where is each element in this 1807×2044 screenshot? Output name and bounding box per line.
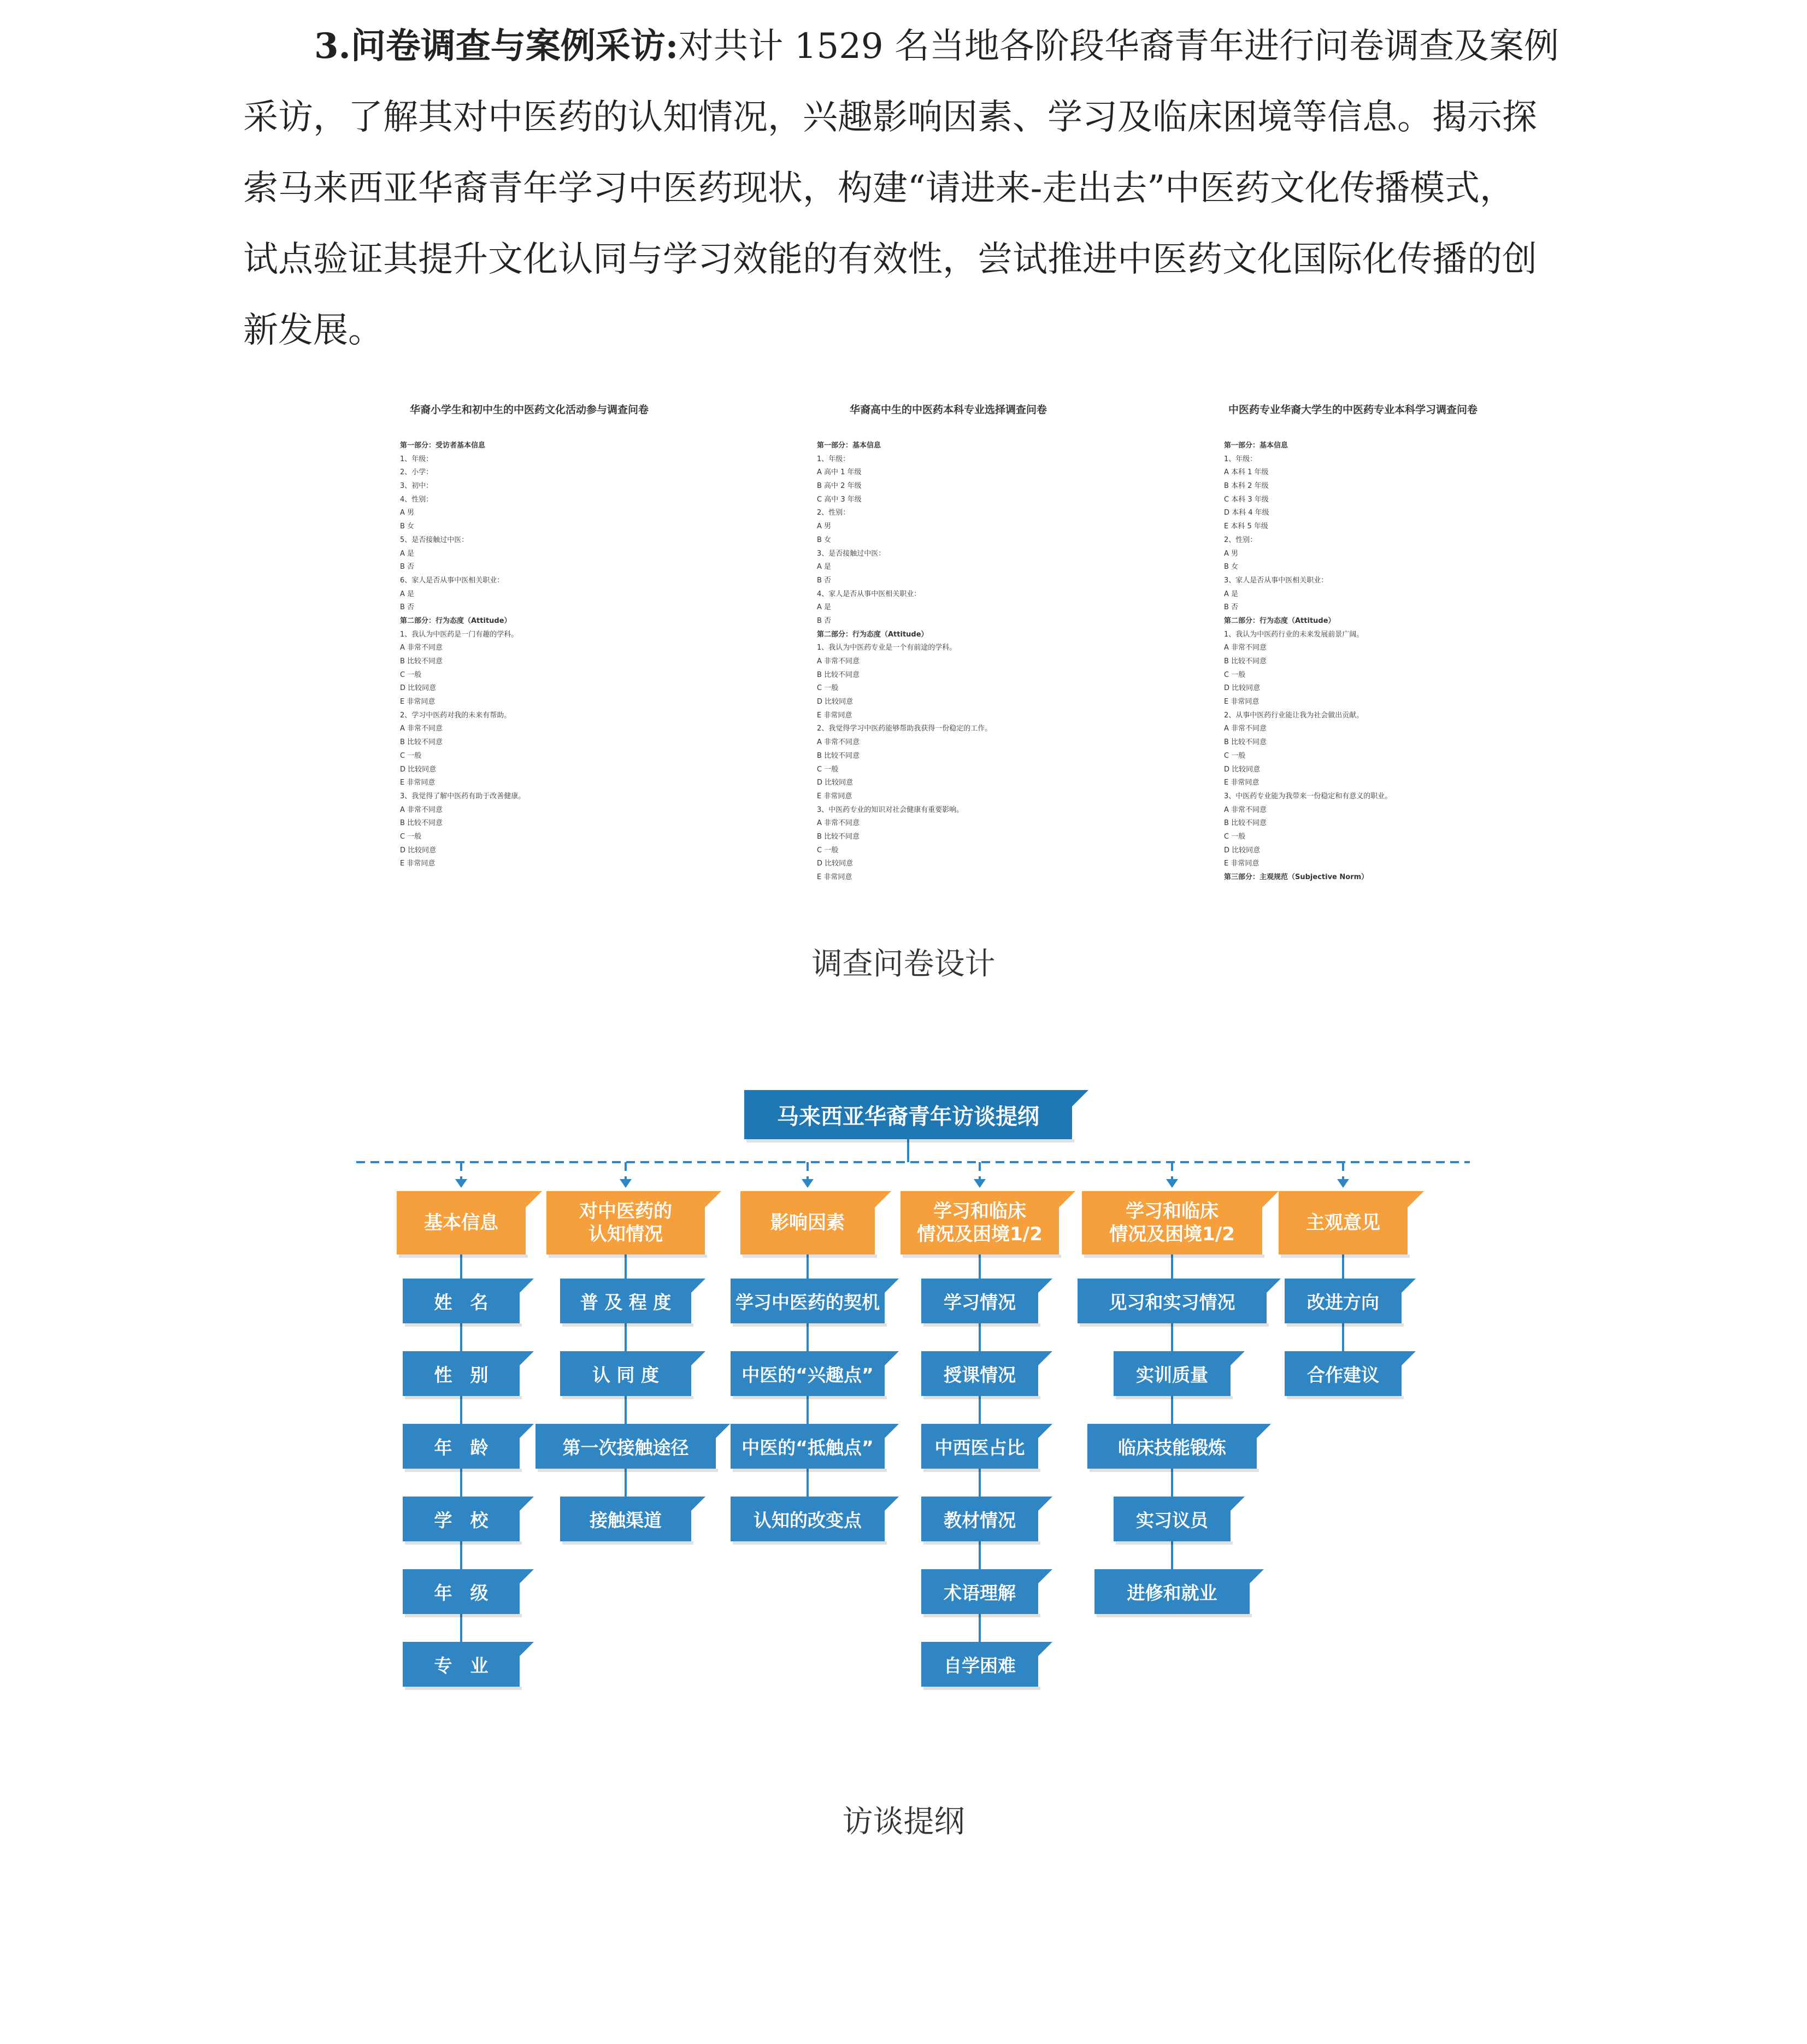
outline-item-box-label: 授课情况 (944, 1364, 1016, 1386)
outline-item-box (403, 1351, 520, 1396)
questionnaire-items (1224, 439, 1574, 885)
outline-item-box-label: 术语理解 (944, 1582, 1016, 1604)
questionnaire-item: 1、我认为中医药是一门有趣的学科。 (400, 630, 519, 639)
questionnaire-item: A 非常不同意 (817, 657, 860, 665)
outline-item-box-label: 第一次接触途径 (562, 1436, 689, 1458)
category-box (546, 1191, 705, 1254)
intro-line-5: 新发展。 (243, 310, 383, 351)
outline-item-box (1285, 1351, 1402, 1396)
outline-item-box (921, 1497, 1038, 1541)
questionnaire-item: 1、我认为中医药专业是一个有前途的学科。 (817, 644, 957, 652)
fold-corner-icon (1250, 1569, 1264, 1583)
fold-corner-icon (526, 1191, 542, 1207)
questionnaire-item: B 女 (1224, 563, 1239, 572)
outline-item-box (731, 1279, 885, 1323)
outline-item-box-label: 性 别 (434, 1364, 488, 1386)
outline-item-box-label: 合作建议 (1307, 1364, 1379, 1386)
questionnaire-item: A 是 (400, 590, 415, 598)
questionnaire-primary-middle (400, 402, 750, 871)
fold-corner-icon (1038, 1569, 1052, 1583)
questionnaire-item: E 非常同意 (400, 698, 435, 706)
box-shadow (1116, 1541, 1233, 1545)
outline-item-box (1094, 1569, 1250, 1614)
outline-item-box-label: 年 龄 (434, 1436, 488, 1458)
fold-corner-icon (691, 1351, 705, 1365)
questionnaire-item: B 否 (817, 616, 832, 625)
questionnaire-item: E 非常同意 (400, 859, 435, 868)
outline-item-box-label: 接触渠道 (590, 1509, 662, 1531)
questionnaire-item: C 一般 (400, 751, 422, 760)
box-shadow (538, 1469, 718, 1472)
questionnaire-item: C 一般 (1224, 751, 1246, 760)
fold-corner-icon (705, 1191, 721, 1207)
fold-corner-icon (1262, 1191, 1279, 1207)
questionnaire-item: 4、性别： (400, 495, 433, 504)
box-shadow (923, 1469, 1040, 1472)
section-heading: 3.问卷调查与案例采访: (314, 26, 679, 67)
questionnaire-item: 3、中医药专业能为我带来一份稳定和有意义的职业。 (1224, 792, 1392, 800)
questionnaire-item: B 否 (1224, 603, 1239, 612)
questionnaire-item: B 女 (400, 522, 415, 531)
questionnaire-item: B 否 (400, 563, 415, 572)
box-shadow (1287, 1396, 1404, 1399)
questionnaire-item: E 非常同意 (817, 792, 852, 800)
questionnaire-item: A 非常不同意 (400, 805, 443, 814)
fold-corner-icon (885, 1279, 899, 1293)
outline-item-box-label: 中医的“抵触点” (741, 1436, 874, 1458)
fold-corner-icon (1072, 1090, 1088, 1106)
questionnaire-item: D 比较同意 (817, 698, 854, 706)
fold-corner-icon (1402, 1351, 1416, 1365)
questionnaire-item: B 比较不同意 (817, 832, 860, 841)
outline-item-box (535, 1424, 716, 1469)
down-arrow-icon (974, 1179, 986, 1188)
down-arrow-icon (802, 1179, 814, 1188)
fold-corner-icon (1402, 1279, 1416, 1293)
fold-corner-icon (885, 1497, 899, 1511)
survey-caption: 调查问卷设计 (811, 946, 996, 982)
box-shadow (562, 1396, 693, 1399)
outline-item-box (403, 1279, 520, 1323)
outline-item-box-label: 改进方向 (1307, 1291, 1379, 1313)
questionnaire-item: A 非常不同意 (400, 644, 443, 652)
questionnaire-item: D 比较同意 (817, 779, 854, 787)
box-shadow (746, 1139, 1074, 1142)
box-shadow (733, 1469, 887, 1472)
questionnaire-section-heading: 第一部分：基本信息 (817, 441, 881, 450)
category-box (397, 1191, 526, 1254)
outline-item-box-label: 姓 名 (434, 1291, 488, 1313)
fold-corner-icon (520, 1279, 534, 1293)
outline-item-box-label: 教材情况 (944, 1509, 1016, 1531)
outline-item-box-label: 中西医占比 (934, 1436, 1025, 1458)
questionnaire-item: C 高中 3 年级 (817, 495, 862, 504)
outline-item-box-label: 实训质量 (1136, 1364, 1208, 1386)
box-shadow (405, 1614, 522, 1617)
intro-line-4: 试点验证其提升文化认同与学习效能的有效性，尝试推进中医药文化国际化传播的创 (243, 239, 1537, 280)
questionnaire-item: 1、年级： (817, 455, 850, 463)
category-box-label: 主观意见 (1306, 1212, 1380, 1234)
fold-corner-icon (1267, 1279, 1281, 1293)
questionnaire-item: A 本科 1 年级 (1224, 468, 1269, 477)
outline-item-box-label: 临床技能锻炼 (1118, 1436, 1226, 1458)
questionnaire-item: A 是 (400, 549, 415, 558)
questionnaire-item: C 一般 (1224, 670, 1246, 679)
fold-corner-icon (1038, 1642, 1052, 1656)
questionnaire-item: 5、是否接触过中医： (400, 535, 469, 544)
questionnaire-item: B 比较不同意 (1224, 738, 1267, 747)
intro-line-1 (243, 11, 1587, 82)
fold-corner-icon (1038, 1351, 1052, 1365)
fold-corner-icon (1038, 1497, 1052, 1511)
questionnaire-item: 6、家人是否从事中医相关职业： (400, 576, 504, 585)
down-arrow-icon (620, 1179, 632, 1188)
questionnaire-item: C 本科 3 年级 (1224, 495, 1269, 504)
questionnaire-item: E 非常同意 (817, 873, 852, 881)
outline-item-box-label: 中医的“兴趣点” (741, 1364, 874, 1386)
questionnaire-item: D 本科 4 年级 (1224, 509, 1269, 517)
outline-item-box (1078, 1279, 1267, 1323)
questionnaire-item: B 女 (817, 535, 832, 544)
outline-item-box (1114, 1497, 1231, 1541)
outline-item-box-label: 认知的改变点 (754, 1509, 862, 1531)
down-arrow-icon (455, 1179, 467, 1188)
box-shadow (1281, 1254, 1410, 1258)
questionnaire-item: B 否 (817, 576, 832, 585)
questionnaire-section-heading: 第一部分：基本信息 (1224, 441, 1288, 450)
questionnaire-item: D 比较同意 (817, 859, 854, 868)
category-box (1279, 1191, 1408, 1254)
outline-item-box (1087, 1424, 1257, 1469)
outline-root-box-label: 马来西亚华裔青年访谈提纲 (777, 1104, 1039, 1129)
outline-item-box (560, 1351, 691, 1396)
questionnaire-item: B 比较不同意 (1224, 819, 1267, 828)
questionnaire-item: D 比较同意 (400, 846, 437, 855)
questionnaire-item: A 非常不同意 (817, 819, 860, 828)
questionnaire-item: E 非常同意 (400, 779, 435, 787)
questionnaire-section-heading: 第二部分：行为态度（Attitude） (400, 616, 511, 625)
questionnaire-item: 2、学习中医药对我的未来有帮助。 (400, 711, 511, 720)
questionnaire-item: 1、我认为中医药行业的未来发展前景广阔。 (1224, 630, 1364, 639)
questionnaire-item: A 高中 1 年级 (817, 468, 862, 477)
intro-line-3: 索马来西亚华裔青年学习中医药现状，构建“请进来-走出去”中医药文化传播模式， (243, 168, 1515, 209)
box-shadow (743, 1254, 877, 1258)
questionnaire-item: C 一般 (817, 846, 839, 855)
box-shadow (405, 1687, 522, 1690)
box-shadow (405, 1541, 522, 1545)
intro-line-1-text: 对共计 1529 名当地各阶段华裔青年进行问卷调查及案例 (678, 26, 1559, 67)
interview-caption: 访谈提纲 (842, 1804, 965, 1840)
questionnaire-item: A 非常不同意 (1224, 724, 1267, 733)
questionnaire-item: A 是 (817, 603, 832, 612)
questionnaire-item: B 比较不同意 (400, 738, 443, 747)
questionnaire-item: 4、家人是否从事中医相关职业： (817, 590, 921, 598)
outline-item-box-label: 实习议员 (1136, 1509, 1208, 1531)
outline-item-box-label: 专 业 (434, 1654, 488, 1676)
box-shadow (733, 1541, 887, 1545)
fold-corner-icon (885, 1351, 899, 1365)
intro-line-2: 采访，了解其对中医药的认知情况，兴趣影响因素、学习及临床困境等信息。揭示探 (243, 97, 1537, 138)
questionnaire-item: E 非常同意 (1224, 779, 1259, 787)
category-box (900, 1191, 1059, 1254)
questionnaire-item: 3、中医药专业的知识对社会健康有重要影响。 (817, 805, 964, 814)
questionnaire-item: A 非常不同意 (400, 724, 443, 733)
questionnaire-item: B 本科 2 年级 (1224, 482, 1269, 491)
box-shadow (1116, 1396, 1233, 1399)
fold-corner-icon (1059, 1191, 1075, 1207)
questionnaire-item: E 本科 5 年级 (1224, 522, 1268, 531)
outline-item-box (1285, 1279, 1402, 1323)
questionnaire-item: B 比较不同意 (400, 657, 443, 665)
category-box-label: 影响因素 (770, 1212, 845, 1234)
questionnaire-item: D 比较同意 (400, 765, 437, 774)
box-shadow (923, 1541, 1040, 1545)
box-shadow (562, 1541, 693, 1545)
questionnaire-item: B 比较不同意 (817, 751, 860, 760)
outline-item-box (403, 1497, 520, 1541)
questionnaire-title: 华裔高中生的中医药本科专业选择调查问卷 (850, 404, 1047, 416)
fold-corner-icon (520, 1424, 534, 1438)
questionnaire-item: 3、初中： (400, 482, 433, 491)
box-shadow (405, 1469, 522, 1472)
questionnaire-item: B 比较不同意 (1224, 657, 1267, 665)
box-shadow (399, 1254, 528, 1258)
outline-item-box (403, 1569, 520, 1614)
fold-corner-icon (1231, 1351, 1245, 1365)
questionnaire-item: B 比较不同意 (817, 670, 860, 679)
questionnaire-section-heading: 第二部分：行为态度（Attitude） (1224, 616, 1335, 625)
fold-corner-icon (1038, 1279, 1052, 1293)
questionnaire-item: 2、小学： (400, 468, 433, 477)
fold-corner-icon (1408, 1191, 1424, 1207)
questionnaire-item: A 男 (400, 509, 415, 517)
questionnaire-item: 2、我觉得学习中医药能够帮助我获得一份稳定的工作。 (817, 724, 992, 733)
questionnaire-section-heading: 第三部分：主观规范（Subjective Norm） (1224, 873, 1369, 881)
box-shadow (1080, 1323, 1269, 1327)
outline-item-box-label: 自学困难 (944, 1654, 1016, 1676)
questionnaire-item: E 非常同意 (817, 711, 852, 720)
fold-corner-icon (520, 1351, 534, 1365)
outline-item-box-label: 学 校 (434, 1509, 488, 1531)
questionnaire-item: C 一般 (817, 765, 839, 774)
outline-item-box (560, 1497, 691, 1541)
questionnaire-item: 3、是否接触过中医： (817, 549, 886, 558)
outline-item-box (921, 1569, 1038, 1614)
outline-item-box (921, 1351, 1038, 1396)
questionnaire-item: 2、性别： (817, 509, 850, 517)
questionnaire-title: 中医药专业华裔大学生的中医药专业本科学习调查问卷 (1228, 404, 1478, 416)
questionnaire-university (1224, 402, 1574, 885)
outline-item-box-label: 年 级 (434, 1582, 488, 1604)
box-shadow (549, 1254, 707, 1258)
fold-corner-icon (691, 1497, 705, 1511)
questionnaire-item: D 比较同意 (1224, 846, 1261, 855)
questionnaire-item: 3、家人是否从事中医相关职业： (1224, 576, 1328, 585)
box-shadow (733, 1396, 887, 1399)
questionnaire-item: 3、我觉得了解中医药有助于改善健康。 (400, 792, 526, 800)
questionnaire-item: D 比较同意 (1224, 765, 1261, 774)
outline-item-box (403, 1424, 520, 1469)
box-shadow (923, 1614, 1040, 1617)
fold-corner-icon (1038, 1424, 1052, 1438)
category-box-label: 学习和临床 情况及困境1/2 (1109, 1200, 1235, 1245)
down-arrow-icon (1337, 1179, 1349, 1188)
outline-item-box-label: 学习情况 (944, 1291, 1016, 1313)
questionnaire-item: B 否 (400, 603, 415, 612)
outline-item-box (560, 1279, 691, 1323)
outline-item-box-label: 进修和就业 (1127, 1582, 1217, 1604)
questionnaire-item: A 是 (817, 563, 832, 572)
outline-item-box-label: 见习和实习情况 (1109, 1291, 1235, 1313)
fold-corner-icon (520, 1642, 534, 1656)
questionnaire-item: A 非常不同意 (817, 738, 860, 747)
fold-corner-icon (520, 1497, 534, 1511)
questionnaire-item: 2、从事中医药行业能让我为社会做出贡献。 (1224, 711, 1364, 720)
questionnaire-item: C 一般 (1224, 832, 1246, 841)
fold-corner-icon (1231, 1497, 1245, 1511)
questionnaire-item: A 是 (1224, 590, 1239, 598)
questionnaire-item: A 非常不同意 (1224, 644, 1267, 652)
questionnaire-item: 1、年级： (1224, 455, 1257, 463)
questionnaire-section-heading: 第一部分：受访者基本信息 (400, 441, 486, 450)
box-shadow (1097, 1614, 1252, 1617)
questionnaire-item: B 比较不同意 (400, 819, 443, 828)
fold-corner-icon (875, 1191, 891, 1207)
questionnaire-item: A 男 (1224, 549, 1239, 558)
questionnaire-item: A 非常不同意 (1224, 805, 1267, 814)
outline-item-box (921, 1279, 1038, 1323)
outline-root-box (744, 1090, 1072, 1139)
outline-item-box-label: 学习中医药的契机 (735, 1291, 880, 1313)
questionnaire-section-heading: 第二部分：行为态度（Attitude） (817, 630, 928, 639)
intro-paragraph (243, 11, 1587, 366)
box-shadow (923, 1396, 1040, 1399)
box-shadow (923, 1687, 1040, 1690)
outline-item-box (731, 1424, 885, 1469)
questionnaire-item: 1、年级： (400, 455, 433, 463)
questionnaire-high-school (817, 402, 1167, 885)
box-shadow (405, 1396, 522, 1399)
category-box-label: 学习和临床 情况及困境1/2 (917, 1200, 1043, 1245)
questionnaire-item: C 一般 (400, 832, 422, 841)
outline-item-box (403, 1642, 520, 1687)
outline-item-box (731, 1351, 885, 1396)
category-box-label: 对中医药的 认知情况 (579, 1200, 672, 1245)
questionnaire-items (400, 439, 750, 871)
box-shadow (1287, 1323, 1404, 1327)
questionnaire-item: D 比较同意 (1224, 684, 1261, 693)
box-shadow (1084, 1254, 1264, 1258)
fold-corner-icon (716, 1424, 730, 1438)
outline-item-box (921, 1424, 1038, 1469)
outline-item-box (731, 1497, 885, 1541)
box-shadow (923, 1323, 1040, 1327)
category-box (740, 1191, 875, 1254)
outline-item-box (921, 1642, 1038, 1687)
questionnaire-title: 华裔小学生和初中生的中医药文化活动参与调查问卷 (410, 404, 649, 416)
outline-item-box-label: 认 同 度 (592, 1364, 659, 1386)
fold-corner-icon (520, 1569, 534, 1583)
questionnaire-item: C 一般 (400, 670, 422, 679)
box-shadow (733, 1323, 887, 1327)
fold-corner-icon (1257, 1424, 1271, 1438)
outline-item-box-label: 普 及 程 度 (580, 1291, 672, 1313)
box-shadow (405, 1323, 522, 1327)
category-box (1082, 1191, 1262, 1254)
outline-item-box (1114, 1351, 1231, 1396)
fold-corner-icon (691, 1279, 705, 1293)
fold-corner-icon (885, 1424, 899, 1438)
box-shadow (903, 1254, 1061, 1258)
questionnaire-items (817, 439, 1167, 885)
questionnaire-item: 2、性别： (1224, 535, 1257, 544)
questionnaire-item: E 非常同意 (1224, 698, 1259, 706)
box-shadow (1090, 1469, 1259, 1472)
questionnaire-item: E 非常同意 (1224, 859, 1259, 868)
category-box-label: 基本信息 (424, 1212, 498, 1234)
down-arrow-icon (1166, 1179, 1178, 1188)
questionnaire-item: A 男 (817, 522, 832, 531)
box-shadow (562, 1323, 693, 1327)
questionnaire-item: D 比较同意 (400, 684, 437, 693)
questionnaire-item: B 高中 2 年级 (817, 482, 862, 491)
questionnaire-item: C 一般 (817, 684, 839, 693)
